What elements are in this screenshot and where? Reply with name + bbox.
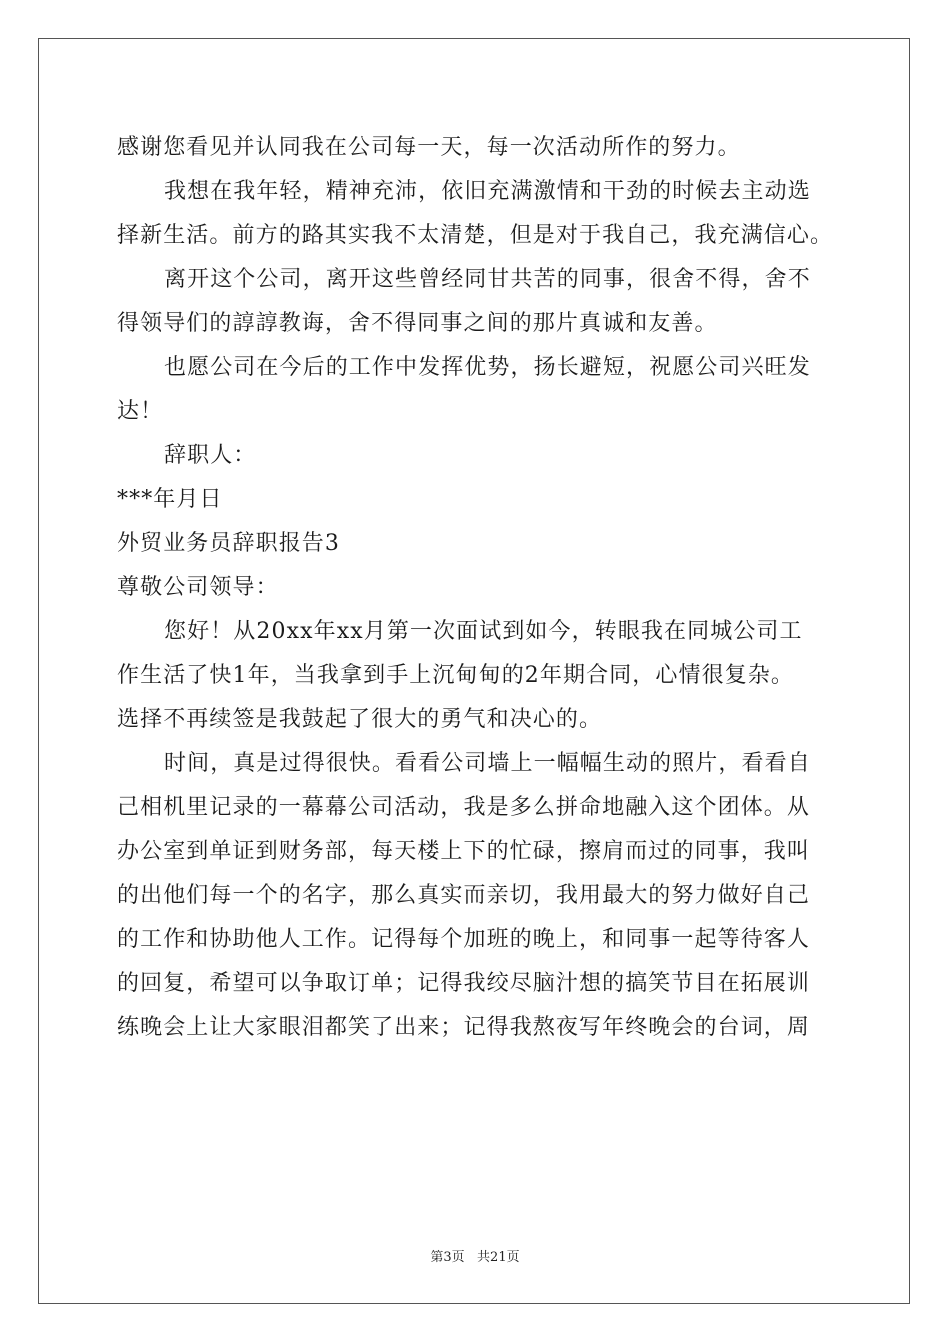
section-title: 外贸业务员辞职报告3 (117, 531, 340, 556)
paragraph-start-line: 我想在我年轻，精神充沛，依旧充满激情和干劲的时候去主动选 (164, 179, 811, 204)
text-line: 择新生活。前方的路其实我不太清楚，但是对于我自己，我充满信心。 (117, 223, 834, 248)
text-line: 得领导们的諄諄教诲，舍不得同事之间的那片真诚和友善。 (117, 311, 718, 336)
text-line: 己相机里记录的一幕幕公司活动，我是多么拼命地融入这个团体。从 (117, 795, 811, 820)
text-line: 作生活了快1年，当我拿到手上沉甸甸的2年期合同，心情很复杂。 (117, 663, 794, 688)
signature-date: ***年月日 (117, 487, 223, 512)
text-line: 达！ (117, 399, 164, 424)
salutation: 尊敬公司领导： (117, 575, 279, 600)
paragraph-start-line: 也愿公司在今后的工作中发挥优势，扬长避短，祝愿公司兴旺发 (164, 355, 811, 380)
paragraph-start-line: 您好！从20xx年xx月第一次面试到如今，转眼我在同城公司工 (164, 619, 803, 644)
paragraph-start-line: 离开这个公司，离开这些曾经同甘共苦的同事，很舍不得，舍不 (164, 267, 811, 292)
page-number-footer: 第3页 共21页 (430, 1250, 520, 1265)
text-line: 的工作和协助他人工作。记得每个加班的晚上，和同事一起等待客人 (117, 927, 811, 952)
paragraph-start-line: 时间，真是过得很快。看看公司墙上一幅幅生动的照片，看看自 (164, 751, 811, 776)
text-line: 的出他们每一个的名字，那么真实而亲切，我用最大的努力做好自己 (117, 883, 811, 908)
document-body (117, 126, 837, 1050)
text-line: 感谢您看见并认同我在公司每一天，每一次活动所作的努力。 (117, 135, 741, 160)
signature-label: 辞职人： (164, 443, 257, 468)
text-line: 的回复，希望可以争取订单；记得我绞尽脑汁想的搞笑节目在拓展训 (117, 971, 811, 996)
text-line: 选择不再续签是我鼓起了很大的勇气和决心的。 (117, 707, 603, 732)
text-line: 练晚会上让大家眼泪都笑了出来；记得我熬夜写年终晚会的台词，周 (117, 1015, 811, 1040)
text-line: 办公室到单证到财务部，每天楼上下的忙碌，擦肩而过的同事，我叫 (117, 839, 811, 864)
